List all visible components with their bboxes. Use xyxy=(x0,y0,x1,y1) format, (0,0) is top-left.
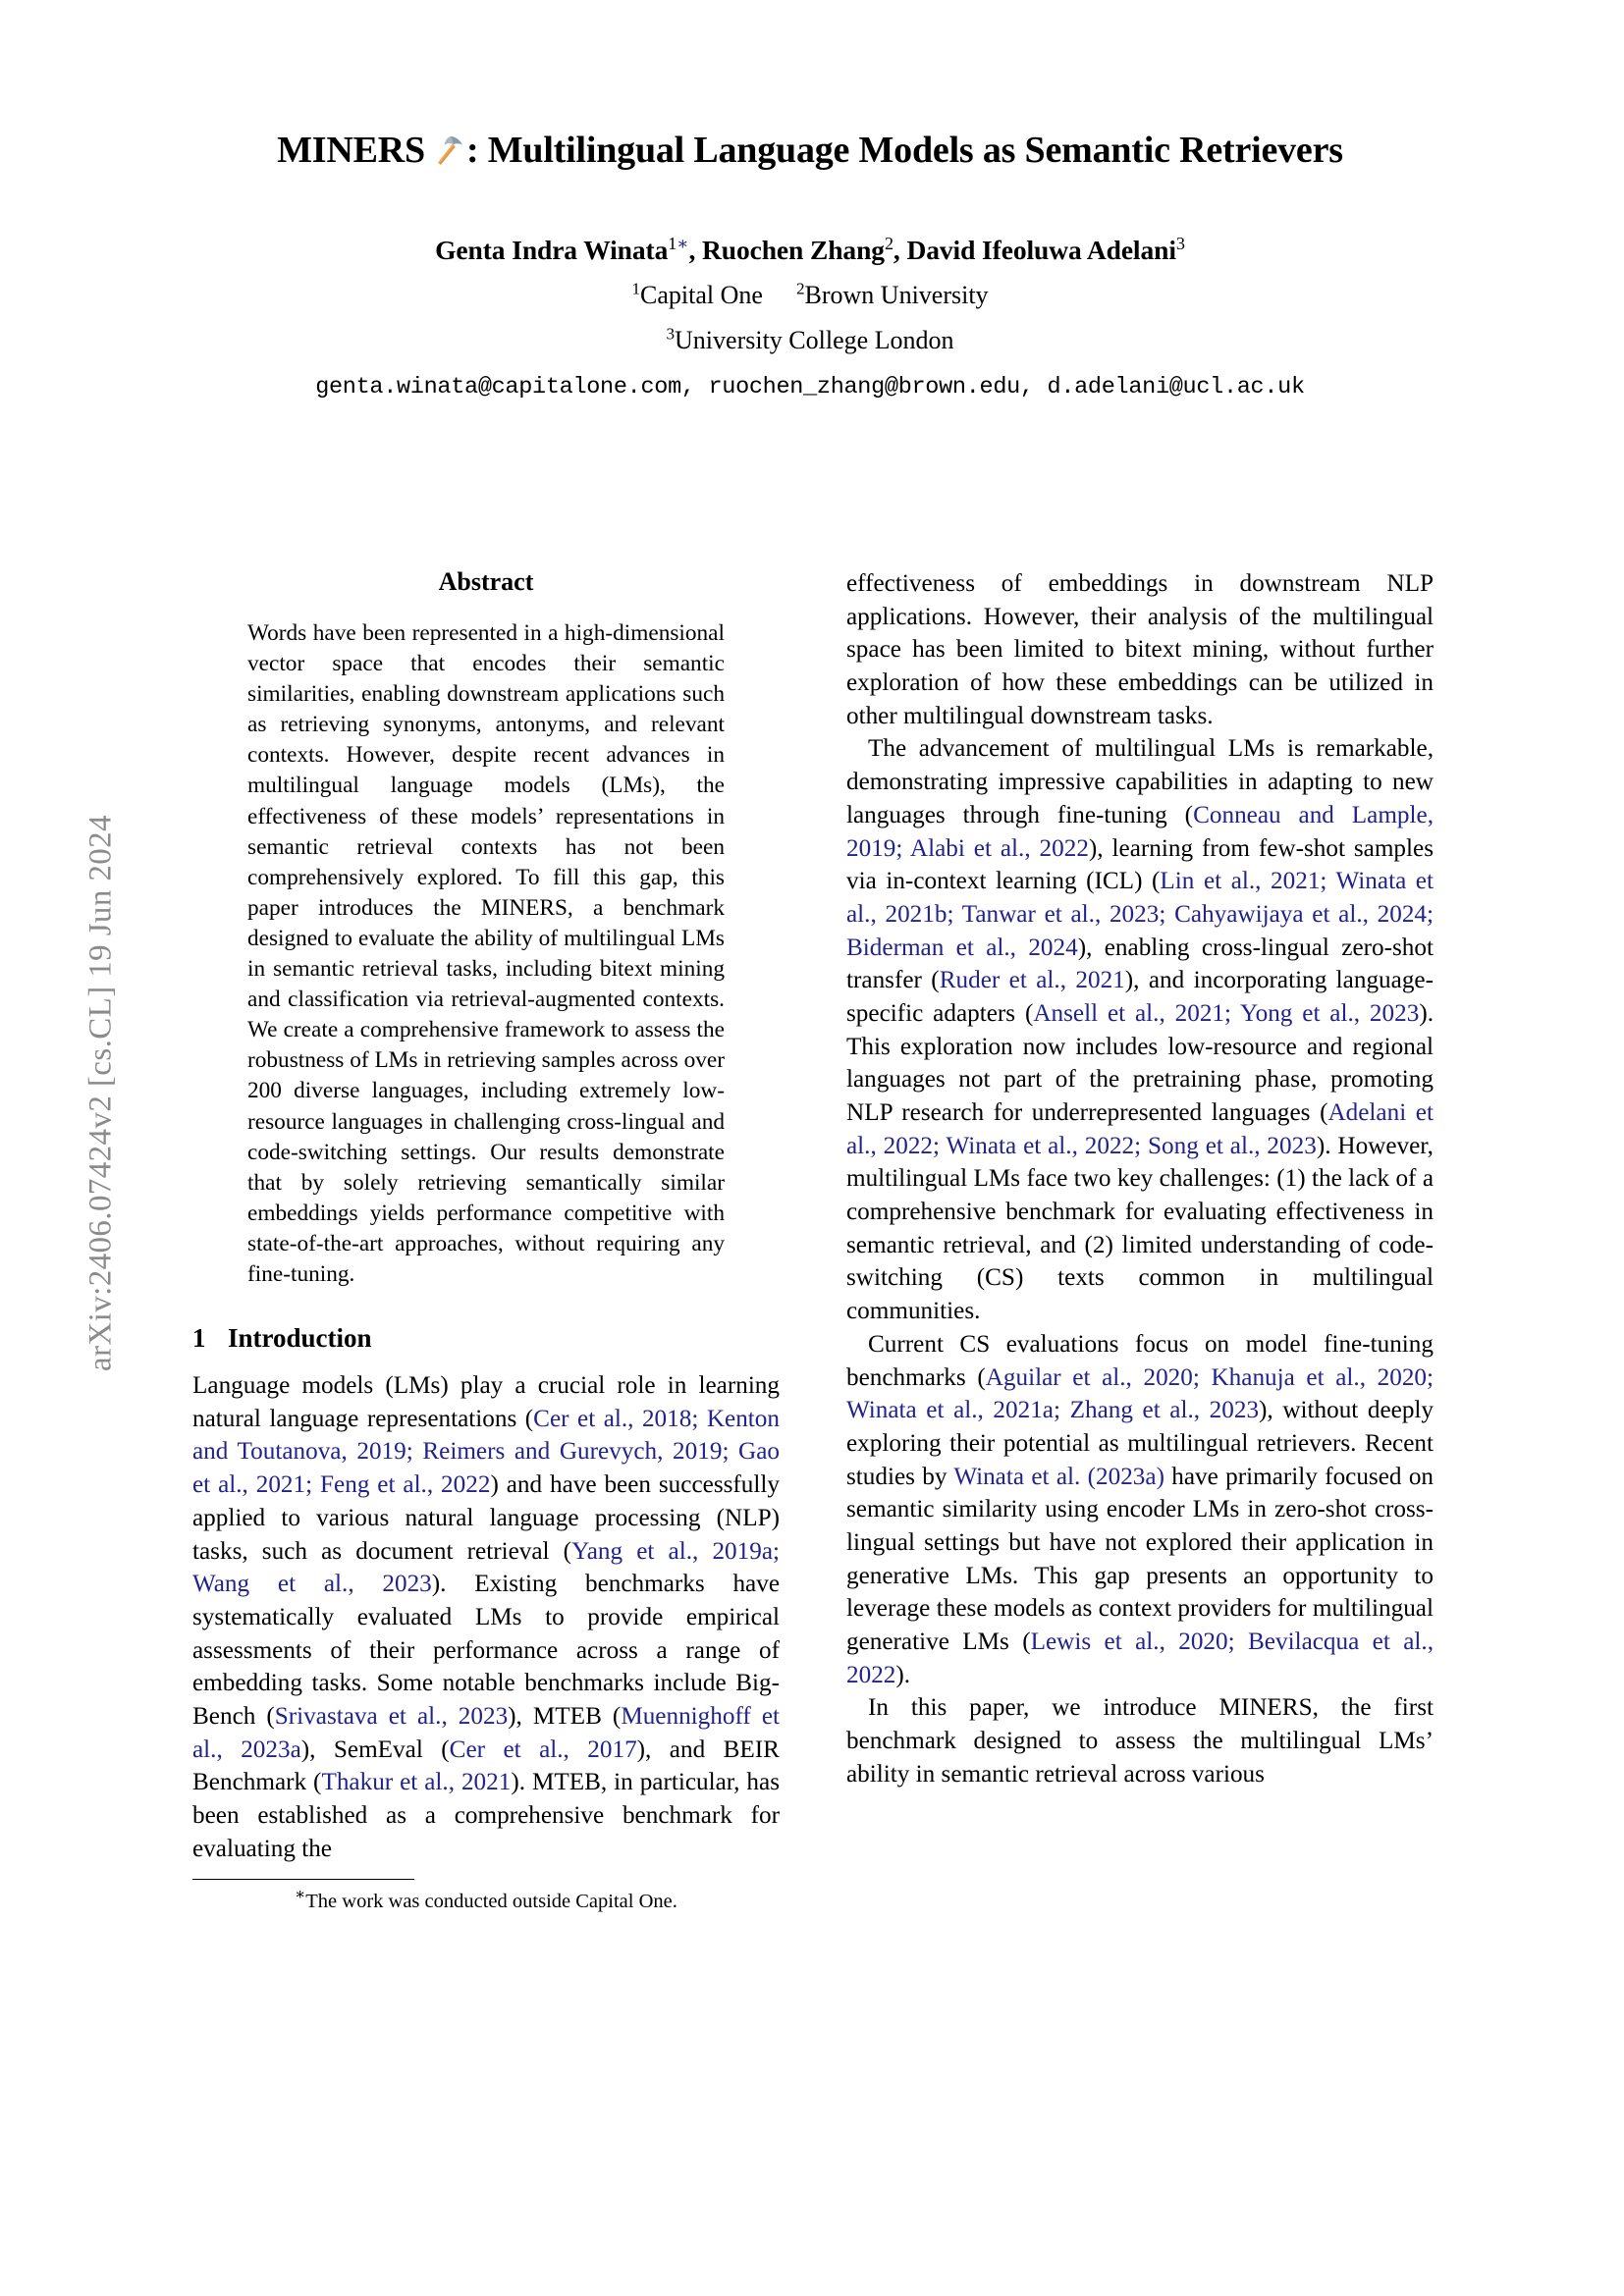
page-title xyxy=(187,128,1434,175)
citation-reimers-2019[interactable]: Reimers and Gurevych, 2019 xyxy=(422,1438,723,1466)
citation-srivastava-2023[interactable]: Srivastava et al., 2023 xyxy=(274,1702,509,1730)
citation-sep: ; xyxy=(1192,1363,1212,1391)
citation-lin-2021[interactable]: Lin et al., 2021 xyxy=(1160,868,1321,895)
author-2-name: Ruochen Zhang xyxy=(702,234,885,265)
citation-winata-2021b[interactable]: Winata et al., 2021b xyxy=(846,868,1434,928)
citation-adelani-2022[interactable]: Adelani et al., 2022 xyxy=(846,1099,1434,1159)
two-column-body xyxy=(192,567,1434,1915)
citation-yong-2023[interactable]: Yong et al., 2023 xyxy=(1239,999,1420,1027)
citation-song-2023[interactable]: Song et al., 2023 xyxy=(1148,1132,1317,1159)
affil-1-name: Capital One xyxy=(640,280,763,309)
intro-text-6: ), and BEIR Benchmark ( xyxy=(192,1735,780,1796)
citation-winata-2021a[interactable]: Winata et al., 2021a xyxy=(846,1397,1054,1424)
arxiv-stamp: arXiv:2406.07424v2 [cs.CL] 19 Jun 2024 xyxy=(82,815,119,1371)
citation-muennighoff-2023a[interactable]: Muennighoff et al., 2023a xyxy=(192,1702,780,1763)
right-text-6: ). However, multilingual LMs face two key challenges: (1) the lack of a comprehensive benchmark for evaluating effectiveness in semantic retrieval, and (2) limited understanding of code-switching (CS) texts common in multilingual communities. xyxy=(846,1132,1434,1325)
right-text-5: ). This exploration now includes low-resource and regional languages not part of the pretraining phase, promoting NLP research for underrepresented languages ( xyxy=(846,999,1434,1126)
intro-text-5: ), SemEval ( xyxy=(300,1735,450,1763)
right-text-3: ), enabling cross-lingual zero-shot transfer ( xyxy=(846,934,1434,994)
citation-sep: ; xyxy=(1427,900,1435,928)
intro-text-1: Language models (LMs) play a crucial role in learning natural language representations ( xyxy=(192,1372,780,1432)
intro-text-4: ), MTEB ( xyxy=(508,1702,622,1730)
citation-sep: ; xyxy=(1227,1629,1248,1655)
citation-ruder-2021[interactable]: Ruder et al., 2021 xyxy=(939,967,1125,994)
affiliation-line-2 xyxy=(187,323,1434,358)
right-paragraph-1: effectiveness of embeddings in downstream NLP applications. However, their analysis of the multilingual space has been limited to bitext mining, without further exploration of how these embeddings can be utilized in other multilingual downstream tasks. xyxy=(846,570,1434,729)
citation-sep: ; xyxy=(1320,868,1336,895)
citation-biderman-2024[interactable]: Biderman et al., 2024 xyxy=(846,934,1078,961)
citation-winata-2023a[interactable]: Winata et al. (2023a) xyxy=(953,1463,1164,1490)
citation-yang-2019a[interactable]: Yang et al., 2019a xyxy=(571,1537,773,1565)
pickaxe-icon xyxy=(431,133,464,166)
citation-sep: ; xyxy=(1224,999,1240,1027)
footnote-block xyxy=(192,1879,780,1915)
citation-bevilacqua-2022[interactable]: Bevilacqua et al., 2022 xyxy=(846,1629,1434,1688)
right-paragraph-2 xyxy=(846,732,1434,1327)
author-1-affil-marker: 1 xyxy=(668,233,677,253)
author-separator-1: , xyxy=(688,234,703,265)
abstract-text: Words have been represented in a high-dimensional vector space that encodes their semantic similarities, enabling downstream applications such as retrieving synonyms, antonyms, and relevant contexts. However, despite recent advances in multilingual language models (LMs), the effectiveness of these models’ representations in semantic retrieval contexts has not been comprehensively explored. To fill this gap, this paper introduces the MINERS, a benchmark designed to evaluate the ability of multilingual LMs in semantic retrieval tasks, including bitext mining and classification via retrieval-augmented contexts. We create a comprehensive framework to assess the robustness of LMs in retrieving samples across over 200 diverse languages, including extremely low-resource languages in challenging cross-lingual and code-switching settings. Our results demonstrate that by solely retrieving semantically similar embeddings yields performance competitive with state-of-the-art approaches, without requiring any fine-tuning. xyxy=(247,620,725,1287)
footnote-marker: ∗ xyxy=(295,1885,306,1904)
right-paragraph-4: In this paper, we introduce MINERS, the first benchmark designed to assess the multilingual LMs’ ability in semantic retrieval across various xyxy=(846,1694,1434,1788)
citation-sep: ; xyxy=(1134,1132,1149,1159)
title-text-before-icon: MINERS xyxy=(277,130,425,171)
right-paragraph-3 xyxy=(846,1328,1434,1692)
section-title: Introduction xyxy=(228,1323,372,1354)
citation-cer-2018[interactable]: Cer et al., 2018 xyxy=(533,1405,692,1432)
right-text-9: have primarily focused on semantic similarity using encoder LMs in zero-shot cross-lingual settings but have not explored their application in generative LMs. This gap presents an opportunity to leverage these models as context providers for multilingual generative LMs ( xyxy=(846,1463,1435,1655)
right-text-8: ), without deeply exploring their potential as multilingual retrievers. Recent studies by xyxy=(846,1397,1435,1490)
citation-feng-2022[interactable]: Feng et al., 2022 xyxy=(320,1471,491,1499)
author-3-name: David Ifeoluwa Adelani xyxy=(906,234,1176,265)
author-1-footnote-marker: ∗ xyxy=(677,233,689,253)
author-separator-2: , xyxy=(893,234,907,265)
section-heading-introduction xyxy=(192,1323,780,1354)
citation-sep: ; xyxy=(1427,1363,1435,1391)
author-emails: genta.winata@capitalone.com, ruochen_zhang@brown.edu, d.adelani@ucl.ac.uk xyxy=(315,374,1305,401)
affiliation-line-1 xyxy=(187,278,1434,313)
citation-cahyawijaya-2024[interactable]: Cahyawijaya et al., 2024 xyxy=(1174,900,1428,928)
footnote-text xyxy=(192,1885,780,1915)
title-text-after-icon: : Multilingual Language Models as Semantic Retrievers xyxy=(465,130,1343,171)
citation-zhang-2023[interactable]: Zhang et al., 2023 xyxy=(1069,1397,1260,1424)
affil-2-name: Brown University xyxy=(804,280,989,309)
intro-text-2: ) and have been successfully applied to various natural language processing (NLP) tasks, such as document retrieval ( xyxy=(192,1471,780,1565)
citation-kenton-2019[interactable]: Kenton and Toutanova, 2019 xyxy=(192,1405,780,1466)
citation-sep: ; xyxy=(1054,1397,1070,1424)
author-3-affil-marker: 3 xyxy=(1175,233,1185,253)
citation-sep: ; xyxy=(691,1405,707,1432)
citation-khanuja-2020[interactable]: Khanuja et al., 2020 xyxy=(1211,1363,1428,1391)
footnote-rule xyxy=(192,1879,414,1880)
citation-sep: ; xyxy=(1159,900,1175,928)
citation-aguilar-2020[interactable]: Aguilar et al., 2020 xyxy=(985,1363,1193,1391)
citation-sep: ; xyxy=(305,1471,321,1499)
citation-conneau-2019[interactable]: Conneau and Lample, 2019 xyxy=(846,801,1434,862)
right-text-7: Current CS evaluations focus on model fine-tuning benchmarks ( xyxy=(846,1330,1434,1391)
intro-paragraph-1 xyxy=(192,1369,780,1865)
intro-text-3: ). Existing benchmarks have systematically evaluated LMs to provide empirical assessments of their performance across a range of embedding tasks. Some notable benchmarks include Big-Bench ( xyxy=(192,1571,780,1730)
left-column xyxy=(192,567,780,1915)
citation-gao-2021[interactable]: Gao et al., 2021 xyxy=(192,1438,781,1499)
right-text-1: The advancement of multilingual LMs is remarkable, demonstrating impressive capabilities in adapting to new languages through fine-tuning ( xyxy=(846,735,1434,828)
citation-tanwar-2023[interactable]: Tanwar et al., 2023 xyxy=(961,900,1160,928)
citation-sep: ; xyxy=(947,900,962,928)
right-text-10: ). xyxy=(895,1661,911,1688)
citation-alabi-2022[interactable]: Alabi et al., 2022 xyxy=(909,834,1089,862)
citation-sep: ; xyxy=(895,834,910,862)
citation-sep: ; xyxy=(722,1438,739,1466)
footnote-body: The work was conducted outside Capital One. xyxy=(305,1891,677,1913)
author-2-affil-marker: 2 xyxy=(884,233,893,253)
right-column xyxy=(846,567,1434,1915)
citation-thakur-2021[interactable]: Thakur et al., 2021 xyxy=(321,1769,512,1796)
affil-1-marker: 1 xyxy=(631,278,641,297)
right-text-2: ), learning from few-shot samples via in-context learning (ICL) ( xyxy=(846,834,1435,895)
citation-sep: ; xyxy=(933,1132,947,1159)
affil-3-marker: 3 xyxy=(666,324,676,344)
citation-sep: ; xyxy=(773,1537,780,1565)
citation-sep: ; xyxy=(406,1438,423,1466)
citation-lewis-2020[interactable]: Lewis et al., 2020 xyxy=(1030,1629,1228,1655)
citation-ansell-2021[interactable]: Ansell et al., 2021 xyxy=(1033,999,1225,1027)
citation-wang-2023[interactable]: Wang et al., 2023 xyxy=(192,1571,432,1598)
right-text-4: ), and incorporating language-specific adapters ( xyxy=(846,967,1434,1027)
abstract-heading: Abstract xyxy=(438,567,534,596)
citation-winata-2022[interactable]: Winata et al., 2022 xyxy=(946,1132,1135,1159)
paper-header xyxy=(187,128,1434,400)
intro-text-7: ). MTEB, in particular, has been established as a comprehensive benchmark for evaluating the xyxy=(192,1769,780,1862)
affil-3-name: University College London xyxy=(675,326,954,355)
author-1-name: Genta Indra Winata xyxy=(435,234,669,265)
section-number: 1 xyxy=(192,1323,206,1354)
citation-cer-2017[interactable]: Cer et al., 2017 xyxy=(449,1735,637,1763)
affil-2-marker: 2 xyxy=(795,278,805,297)
author-list xyxy=(187,232,1434,268)
